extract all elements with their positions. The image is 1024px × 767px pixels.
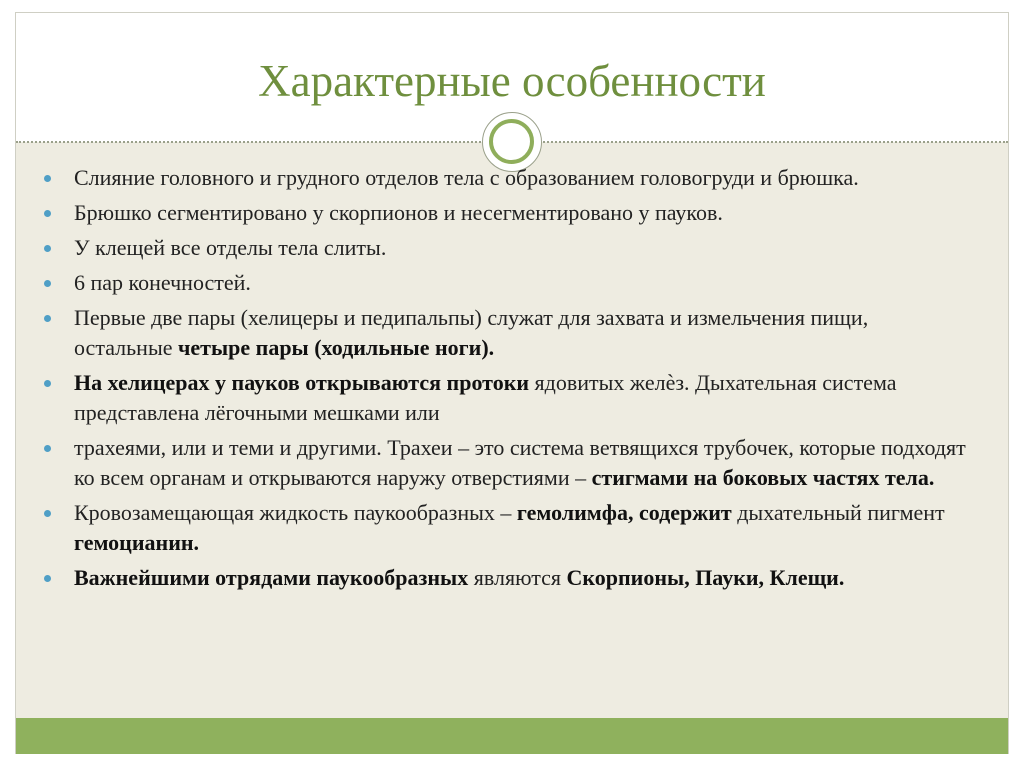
bullet-item: [44, 233, 969, 263]
slide-title: Характерные особенности: [258, 56, 766, 106]
ring-ornament-inner: [489, 119, 534, 164]
bullet-text-bold: Важнейшими отрядами паукообразных: [74, 565, 469, 590]
bullet-text-bold: Скорпионы, Пауки, Клещи.: [566, 565, 845, 590]
bullet-text: дыхательный пигмент: [731, 500, 945, 525]
bottom-accent-bar: [16, 718, 1008, 754]
bullet-text-bold: На хелицерах у пауков открываются протоки: [74, 370, 530, 395]
bullet-item: [44, 268, 969, 298]
bullet-text: Брюшко сегментировано у скорпионов и несегментировано у пауков.: [74, 200, 723, 225]
bullet-text: являются: [468, 565, 567, 590]
bullet-text: ядовитых желѐз. Дыхательная система представлена лёгочными мешками или: [74, 370, 897, 425]
bullet-text-bold: стигмами на боковых частях тела.: [591, 465, 935, 490]
bullet-text-bold: гемолимфа, содержит: [516, 500, 732, 525]
bullet-text: 6 пар конечностей.: [74, 270, 251, 295]
bullet-item: [44, 303, 969, 363]
bullet-item: [44, 563, 969, 593]
bullet-text: Первые две пары (хелицеры и педипальпы) служат для захвата и измельчения пищи, остальные: [74, 305, 869, 360]
bullet-text: Кровозамещающая жидкость паукообразных –: [74, 500, 517, 525]
bullet-text-bold: гемоцианин.: [74, 530, 200, 555]
bullet-text: У клещей все отделы тела слиты.: [74, 235, 387, 260]
bullet-item: [44, 433, 969, 493]
bullet-item: [44, 498, 969, 558]
bullet-text: Слияние головного и грудного отделов тела с образованием головогруди и брюшка.: [74, 165, 859, 190]
bullet-item: [44, 198, 969, 228]
bullet-item: [44, 163, 969, 193]
bullet-text-bold: четыре пары (ходильные ноги).: [177, 335, 495, 360]
bullet-list: [44, 163, 969, 598]
bullet-item: [44, 368, 969, 428]
bullet-text: трахеями, или и теми и другими. Трахеи – это система ветвящихся трубочек, которые подходят ко всем органам и открываются наружу отверстиями –: [74, 435, 966, 490]
